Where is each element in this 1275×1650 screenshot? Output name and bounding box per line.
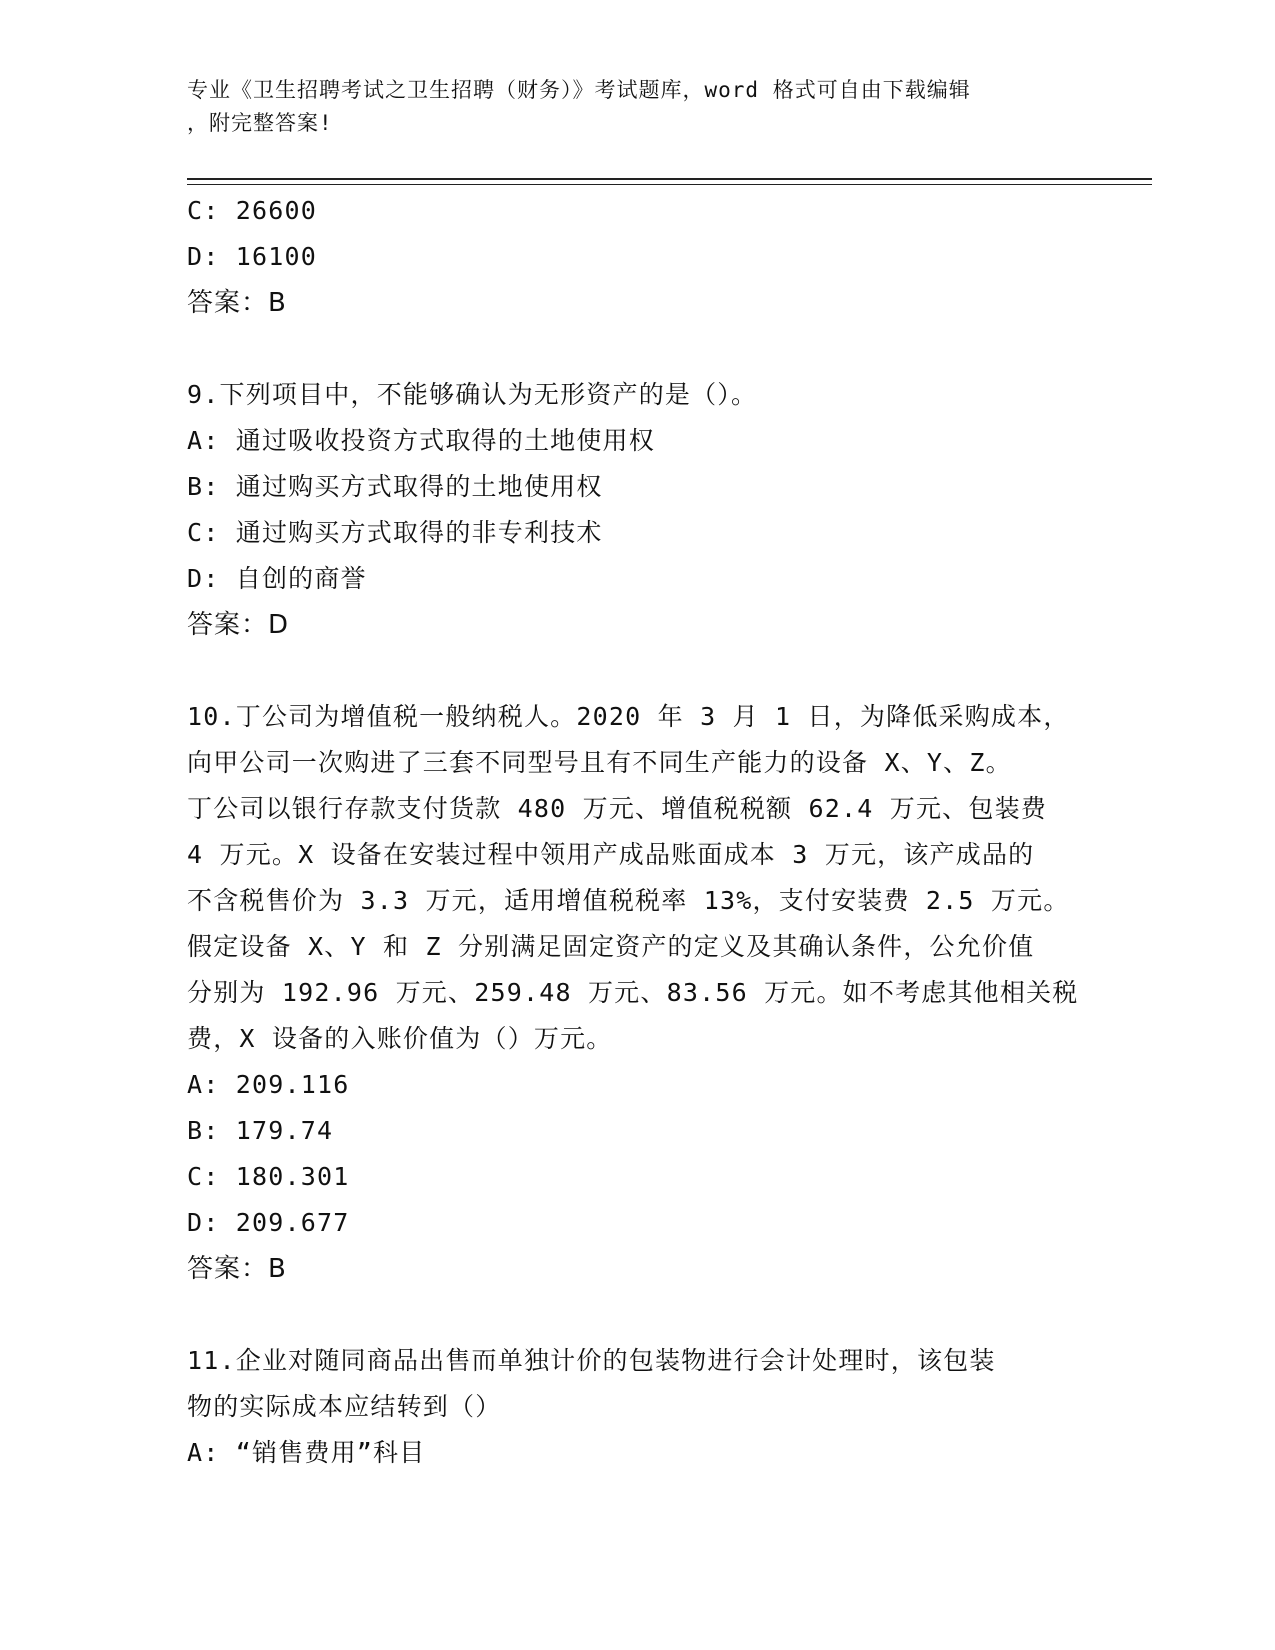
spacer — [187, 1292, 1087, 1338]
header-line-2: ，附完整答案! — [187, 111, 333, 135]
q8-answer: 答案：B — [187, 288, 287, 318]
q9-option-a: A: 通过吸收投资方式取得的土地使用权 — [187, 426, 655, 455]
q10-option-d: D: 209.677 — [187, 1208, 350, 1237]
question-11 — [187, 1338, 1087, 1476]
document-header — [187, 74, 1067, 140]
q10-option-b: B: 179.74 — [187, 1116, 334, 1145]
q10-stem-line: 4 万元。X 设备在安装过程中领用产成品账面成本 3 万元，该产成品的 — [187, 840, 1035, 869]
question-9 — [187, 372, 1087, 648]
q10-stem-line: 向甲公司一次购进了三套不同型号且有不同生产能力的设备 X、Y、Z。 — [187, 748, 1012, 777]
spacer — [187, 648, 1087, 694]
q9-option-b: B: 通过购买方式取得的土地使用权 — [187, 472, 603, 501]
q9-option-c: C: 通过购买方式取得的非专利技术 — [187, 518, 603, 547]
question-8-continued — [187, 188, 1087, 326]
q8-option-c: C: 26600 — [187, 196, 318, 225]
spacer — [187, 326, 1087, 372]
question-content — [187, 188, 1087, 1476]
q10-option-c: C: 180.301 — [187, 1162, 350, 1191]
q10-option-a: A: 209.116 — [187, 1070, 350, 1099]
q10-stem-line: 分别为 192.96 万元、259.48 万元、83.56 万元。如不考虑其他相关税 — [187, 978, 1079, 1007]
q10-stem-line: 费，X 设备的入账价值为（）万元。 — [187, 1024, 613, 1053]
q10-stem-line: 10.丁公司为增值税一般纳税人。2020 年 3 月 1 日，为降低采购成本， — [187, 702, 1070, 731]
q8-option-d: D: 16100 — [187, 242, 318, 271]
question-10 — [187, 694, 1087, 1292]
header-rule-thin — [187, 184, 1152, 185]
header-rule-thick — [187, 178, 1152, 180]
q9-answer: 答案：D — [187, 610, 290, 640]
q11-stem-line: 物的实际成本应结转到（） — [187, 1392, 502, 1421]
q11-stem-line: 11.企业对随同商品出售而单独计价的包装物进行会计处理时，该包装 — [187, 1346, 996, 1375]
q10-stem-line: 丁公司以银行存款支付货款 480 万元、增值税税额 62.4 万元、包装费 — [187, 794, 1047, 823]
q10-stem-line: 不含税售价为 3.3 万元，适用增值税税率 13%，支付安装费 2.5 万元。 — [187, 886, 1070, 915]
header-line-1: 专业《卫生招聘考试之卫生招聘（财务）》考试题库，word 格式可自由下载编辑 — [187, 78, 971, 102]
q9-stem: 9.下列项目中，不能够确认为无形资产的是（）。 — [187, 380, 758, 409]
q10-answer: 答案：B — [187, 1254, 287, 1284]
q10-stem-line: 假定设备 X、Y 和 Z 分别满足固定资产的定义及其确认条件，公允价值 — [187, 932, 1035, 961]
q11-option-a: A: “销售费用”科目 — [187, 1438, 426, 1467]
q9-option-d: D: 自创的商誉 — [187, 564, 367, 593]
